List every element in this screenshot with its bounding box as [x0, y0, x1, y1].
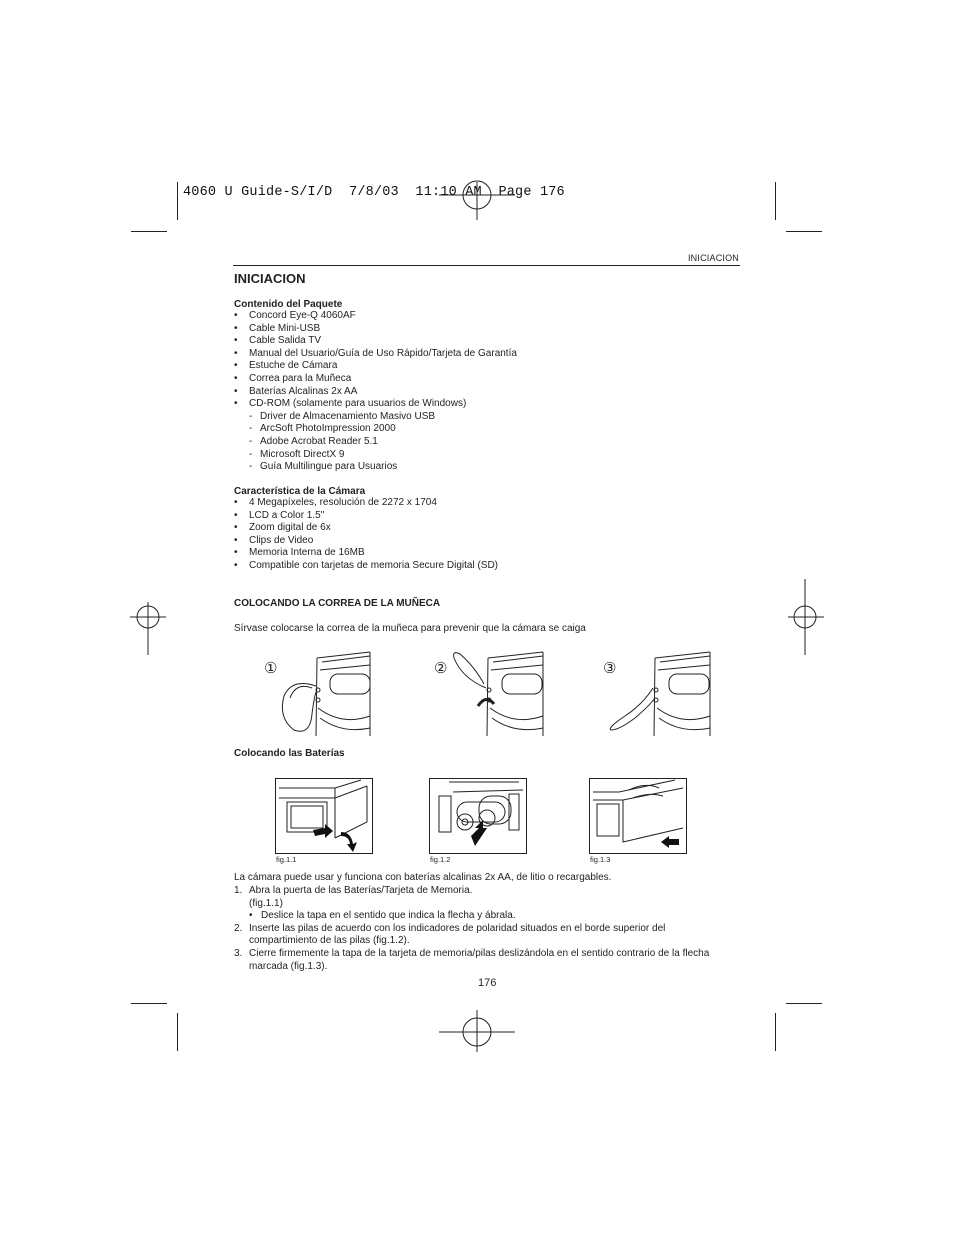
list-item: - Guía Multilingue para Usuarios [249, 461, 517, 474]
strap-illustration-2 [450, 648, 545, 740]
battery-figure-2 [429, 778, 527, 854]
features-section [234, 486, 498, 573]
step-number: ③ [603, 660, 617, 677]
software-list [234, 411, 517, 474]
strap-text: Sírvase colocarse la correa de la muñeca para prevenir que la cámara se caiga [234, 623, 586, 634]
battery-steps [234, 885, 729, 973]
list-item: • Cable Mini-USB [234, 323, 517, 336]
list-item: - Driver de Almacenamiento Masivo USB [249, 411, 517, 424]
battery-figure-3 [589, 778, 687, 854]
package-list [234, 310, 517, 411]
package-heading: Contenido del Paquete [234, 299, 343, 310]
battery-figure-1 [275, 778, 373, 854]
features-list [234, 497, 498, 573]
step-text: Cierre firmemente la tapa de la tarjeta de memoria/pilas deslizándola en el sentido contrario de la flecha marcada (fig.1.3). [249, 947, 710, 972]
step-number: 1. [234, 885, 243, 896]
features-heading: Característica de la Cámara [234, 486, 366, 497]
step-text: Inserte las pilas de acuerdo con los indicadores de polaridad situados en el borde superior del compartimiento de las pilas (fig.1.2). [249, 922, 666, 947]
list-item: • Baterías Alcalinas 2x AA [234, 386, 517, 399]
step-figure-reference: (fig.1.1) [249, 897, 283, 909]
step-number: 3. [234, 947, 243, 959]
step-number: ② [434, 660, 448, 677]
list-item: • Estuche de Cámara [234, 360, 517, 373]
step-item [234, 885, 729, 923]
figure-caption: fig.1.2 [430, 855, 451, 864]
strap-illustration-3 [605, 648, 712, 740]
batteries-heading: Colocando las Baterías [234, 748, 345, 759]
list-item: • LCD a Color 1.5" [234, 510, 498, 523]
strap-heading: COLOCANDO LA CORREA DE LA MUÑECA [234, 598, 441, 609]
list-item: • Zoom digital de 6x [234, 522, 498, 535]
list-item: • Manual del Usuario/Guía de Uso Rápido/Tarjeta de Garantía [234, 348, 517, 361]
list-item: • Concord Eye-Q 4060AF [234, 310, 517, 323]
list-item: • Memoria Interna de 16MB [234, 547, 498, 560]
strap-illustration-1 [272, 648, 372, 740]
figure-caption: fig.1.1 [276, 855, 297, 864]
step-number: ① [264, 660, 278, 677]
list-item: • Deslice la tapa en el sentido que indica la flecha y ábrala. [249, 910, 729, 923]
step-bullet-list [249, 910, 729, 923]
list-item: • 4 Megapíxeles, resolución de 2272 x 1704 [234, 497, 498, 510]
print-slug: 4060 U Guide-S/I/D 7/8/03 11:10 AM Page 176 [183, 185, 565, 200]
list-item: • Cable Salida TV [234, 335, 517, 348]
list-item: • Correa para la Muñeca [234, 373, 517, 386]
step-item [234, 923, 729, 948]
page-title: INICIACION [234, 271, 306, 286]
list-item: - ArcSoft PhotoImpression 2000 [249, 423, 517, 436]
list-item: • CD-ROM (solamente para usuarios de Windows) [234, 398, 517, 411]
list-item: • Compatible con tarjetas de memoria Secure Digital (SD) [234, 560, 498, 573]
list-item: - Microsoft DirectX 9 [249, 449, 517, 462]
batteries-intro: La cámara puede usar y funciona con baterías alcalinas 2x AA, de litio o recargables. [234, 872, 612, 883]
list-item: • Clips de Video [234, 535, 498, 548]
page-number: 176 [478, 977, 497, 989]
running-header: INICIACION [687, 253, 739, 263]
step-number: 2. [234, 922, 243, 934]
package-section [234, 299, 517, 474]
step-item [234, 948, 729, 973]
header-rule [233, 265, 740, 266]
list-item: - Adobe Acrobat Reader 5.1 [249, 436, 517, 449]
figure-caption: fig.1.3 [590, 855, 611, 864]
step-text: Abra la puerta de las Baterías/Tarjeta de Memoria. [249, 885, 473, 896]
